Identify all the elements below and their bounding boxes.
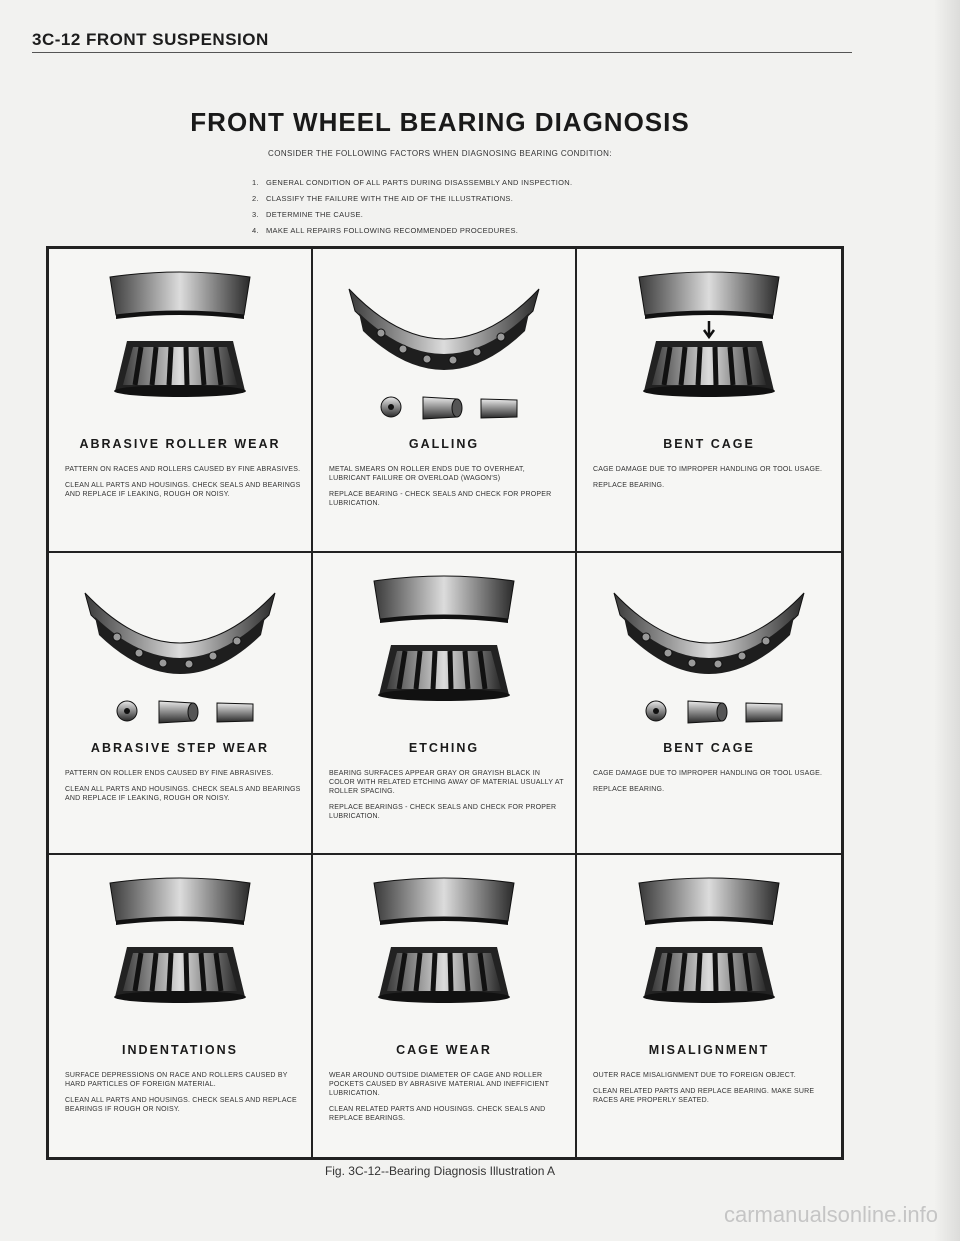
bearing-cup-cone-photo bbox=[49, 855, 311, 1037]
cell-title: BENT CAGE bbox=[663, 741, 755, 755]
watermark: carmanualsonline.info bbox=[723, 1202, 938, 1227]
cell-description bbox=[65, 769, 301, 810]
cell-remedy-text: REPLACE BEARING - CHECK SEALS AND CHECK FOR PROPER LUBRICATION. bbox=[329, 491, 552, 507]
diagnosis-cell-etching bbox=[313, 553, 577, 855]
step-text: DETERMINE THE CAUSE. bbox=[266, 210, 364, 219]
cell-cause-text: BEARING SURFACES APPEAR GRAY OR GRAYISH BLACK IN COLOR WITH RELATED ETCHING AWAY OF MATERIAL USUALLY AT ROLLER SPACING. bbox=[329, 770, 564, 795]
diagnosis-cell-abrasive-step-wear bbox=[49, 553, 313, 855]
diagnosis-cell-misalignment bbox=[577, 855, 841, 1157]
diagnosis-grid bbox=[46, 246, 844, 1160]
cell-description bbox=[593, 1071, 831, 1112]
cell-description bbox=[65, 1071, 301, 1121]
cell-cause-text: OUTER RACE MISALIGNMENT DUE TO FOREIGN OBJECT. bbox=[593, 1072, 796, 1079]
cell-description bbox=[593, 465, 831, 497]
cell-cause-text: CAGE DAMAGE DUE TO IMPROPER HANDLING OR TOOL USAGE. bbox=[593, 770, 823, 777]
header-rule bbox=[32, 52, 852, 53]
diagnosis-cell-indentations bbox=[49, 855, 313, 1157]
cell-cause-text: PATTERN ON RACES AND ROLLERS CAUSED BY FINE ABRASIVES. bbox=[65, 466, 301, 473]
cell-remedy-text: CLEAN ALL PARTS AND HOUSINGS. CHECK SEALS AND REPLACE BEARINGS IF ROUGH OR NOISY. bbox=[65, 1097, 297, 1113]
cell-description bbox=[329, 1071, 565, 1130]
cell-remedy-text: REPLACE BEARINGS - CHECK SEALS AND CHECK FOR PROPER LUBRICATION. bbox=[329, 804, 557, 820]
step-number: 3. bbox=[252, 210, 259, 219]
cell-description bbox=[329, 769, 565, 828]
arrow-down-icon bbox=[704, 321, 714, 337]
cell-cause-text: PATTERN ON ROLLER ENDS CAUSED BY FINE ABRASIVES. bbox=[65, 770, 274, 777]
step-number: 1. bbox=[252, 178, 259, 187]
bearing-cup-cone-photo bbox=[577, 855, 841, 1037]
diagnosis-cell-cage-wear bbox=[313, 855, 577, 1157]
step-number: 4. bbox=[252, 226, 259, 235]
cell-remedy-text: REPLACE BEARING. bbox=[593, 482, 665, 489]
cell-title: ABRASIVE STEP WEAR bbox=[90, 741, 270, 755]
cell-remedy-text: CLEAN RELATED PARTS AND REPLACE BEARING. MAKE SURE RACES ARE PROPERLY SEATED. bbox=[593, 1088, 815, 1104]
bearing-cup-cone-photo bbox=[313, 855, 575, 1037]
step-item bbox=[252, 207, 572, 223]
cell-title: ETCHING bbox=[408, 741, 480, 755]
steps-list bbox=[252, 175, 572, 239]
cell-remedy-text: CLEAN ALL PARTS AND HOUSINGS. CHECK SEALS AND BEARINGS AND REPLACE IF LEAKING, ROUGH OR NOISY. bbox=[65, 482, 301, 498]
cell-cause-text: CAGE DAMAGE DUE TO IMPROPER HANDLING OR TOOL USAGE. bbox=[593, 466, 823, 473]
page-edge-shadow bbox=[934, 0, 960, 1241]
bearing-cup-cone-photo bbox=[313, 553, 575, 735]
diagnosis-cell-bent-cage bbox=[577, 553, 841, 855]
cell-title: ABRASIVE ROLLER WEAR bbox=[79, 437, 281, 451]
bearing-cup-cone-photo bbox=[577, 249, 841, 431]
cell-remedy-text: CLEAN ALL PARTS AND HOUSINGS. CHECK SEALS AND BEARINGS AND REPLACE IF LEAKING, ROUGH OR NOISY. bbox=[65, 786, 301, 802]
diagnosis-cell-galling bbox=[313, 249, 577, 553]
cell-description bbox=[65, 465, 301, 506]
cell-title: GALLING bbox=[408, 437, 480, 451]
cell-title: INDENTATIONS bbox=[122, 1043, 238, 1057]
cell-remedy-text: REPLACE BEARING. bbox=[593, 786, 665, 793]
diagnosis-cell-abrasive-roller-wear bbox=[49, 249, 313, 553]
cell-title: MISALIGNMENT bbox=[648, 1043, 770, 1057]
page-subtitle: CONSIDER THE FOLLOWING FACTORS WHEN DIAGNOSING BEARING CONDITION: bbox=[268, 149, 612, 158]
cell-cause-text: METAL SMEARS ON ROLLER ENDS DUE TO OVERHEAT, LUBRICANT FAILURE OR OVERLOAD (WAGON'S) bbox=[329, 466, 525, 482]
step-text: MAKE ALL REPAIRS FOLLOWING RECOMMENDED PROCEDURES. bbox=[266, 226, 519, 235]
figure-caption: Fig. 3C-12--Bearing Diagnosis Illustration A bbox=[324, 1164, 556, 1178]
bearing-cup-cone-photo bbox=[49, 249, 311, 431]
bearing-cage-rollers-photo bbox=[49, 553, 311, 735]
bearing-cage-rollers-photo bbox=[313, 249, 575, 431]
cell-cause-text: SURFACE DEPRESSIONS ON RACE AND ROLLERS CAUSED BY HARD PARTICLES OF FOREIGN MATERIAL. bbox=[65, 1072, 288, 1088]
cell-description bbox=[329, 465, 565, 515]
cell-title: BENT CAGE bbox=[663, 437, 755, 451]
step-item bbox=[252, 191, 572, 207]
step-item bbox=[252, 175, 572, 191]
cell-title: CAGE WEAR bbox=[396, 1043, 492, 1057]
bearing-cage-rollers-photo bbox=[577, 553, 841, 735]
diagnosis-cell-bent-cage bbox=[577, 249, 841, 553]
step-text: CLASSIFY THE FAILURE WITH THE AID OF THE ILLUSTRATIONS. bbox=[266, 194, 514, 203]
cell-description bbox=[593, 769, 831, 801]
step-number: 2. bbox=[252, 194, 259, 203]
step-item bbox=[252, 223, 572, 239]
page-title: FRONT WHEEL BEARING DIAGNOSIS bbox=[190, 107, 690, 137]
cell-remedy-text: CLEAN RELATED PARTS AND HOUSINGS. CHECK SEALS AND REPLACE BEARINGS. bbox=[329, 1106, 546, 1122]
cell-cause-text: WEAR AROUND OUTSIDE DIAMETER OF CAGE AND ROLLER POCKETS CAUSED BY ABRASIVE MATERIAL AND INEFFICIENT LUBRICATION. bbox=[329, 1072, 549, 1097]
page-header: 3C-12 FRONT SUSPENSION bbox=[32, 30, 269, 49]
step-text: GENERAL CONDITION OF ALL PARTS DURING DISASSEMBLY AND INSPECTION. bbox=[266, 178, 573, 187]
